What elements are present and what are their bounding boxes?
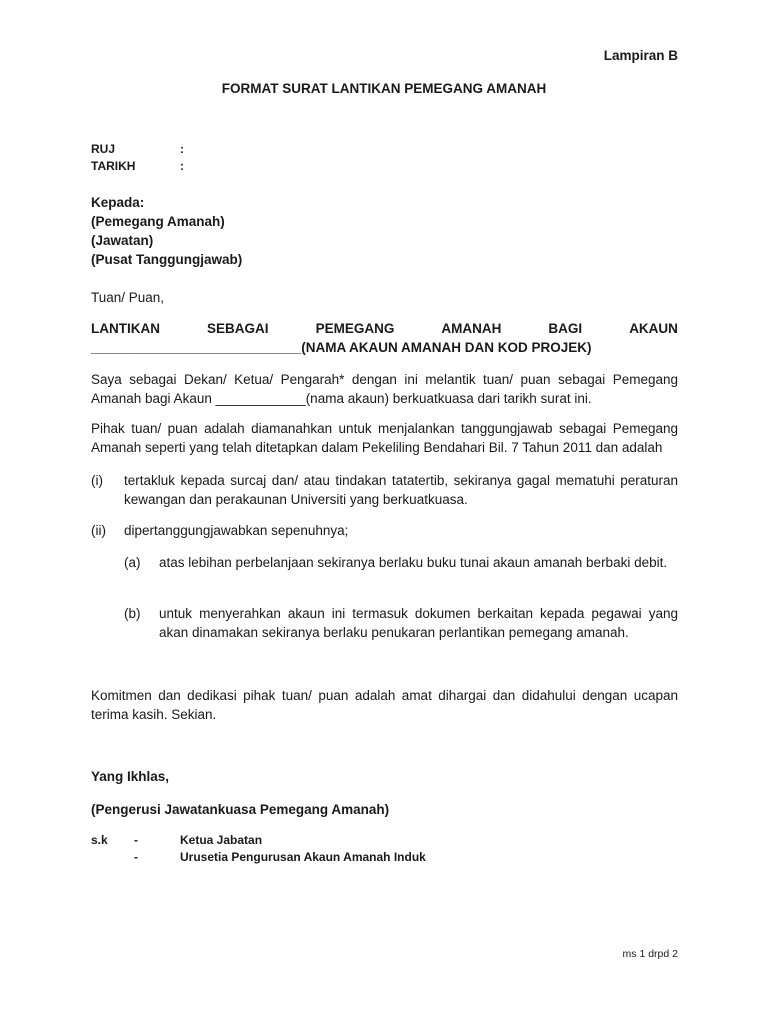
subject-blank: ____________________________ [91,340,302,355]
cc-recipient: Ketua Jabatan [180,833,263,847]
recipient-kepada: Kepada: [91,195,145,210]
paragraph-responsibility: Pihak tuan/ puan adalah diamanahkan untuk menjalankan tanggungjawab sebagai Pemegang Amanah seperti yang telah ditetapkan dalam Pekeliling Bendahari Bil. 7 Tahun 2011 dan adalah [91,421,678,455]
signoff-regards: Yang Ikhlas, [91,769,170,784]
subitem-number: (b) [124,606,141,621]
item-number: (ii) [91,523,106,538]
recipient-position: (Jawatan) [91,233,154,248]
subject-line-2 [91,338,591,357]
subject-word: LANTIKAN [91,321,160,336]
page-number: ms 1 drpd 2 [622,948,678,960]
tarikh-label: TARIKH [91,159,136,173]
item-number: (i) [91,473,103,488]
subject-word: AMANAH [441,321,502,336]
subject-rest: (NAMA AKAUN AMANAH DAN KOD PROJEK) [301,340,592,355]
subject-word: SEBAGAI [207,321,269,336]
document-title: FORMAT SURAT LANTIKAN PEMEGANG AMANAH [221,81,547,96]
closing-paragraph: Komitmen dan dedikasi pihak tuan/ puan adalah amat dihargai dan didahului dengan ucapan terima kasih. Sekian. [91,688,678,722]
subject-line-1 [91,319,678,338]
recipient-name: (Pemegang Amanah) [91,214,225,229]
subject-word: PEMEGANG [315,321,395,336]
subitem-text: untuk menyerahkan akaun ini termasuk dokumen berkaitan kepada pegawai yang akan dinamakan sekiranya berlaku penukaran perlantikan pemegang amanah. [159,606,678,640]
paragraph-appointment: Saya sebagai Dekan/ Ketua/ Pengarah* dengan ini melantik tuan/ puan sebagai Pemegang Amanah bagi Akaun ____________(nama akaun) berkuatkuasa dari tarikh surat ini. [91,372,678,406]
recipient-center: (Pusat Tanggungjawab) [91,252,243,267]
item-text: dipertanggungjawabkan sepenuhnya; [124,523,349,538]
signatory-title: (Pengerusi Jawatankuasa Pemegang Amanah) [91,802,390,817]
tarikh-colon: : [180,159,184,173]
ruj-colon: : [180,142,184,156]
item-text: tertakluk kepada surcaj dan/ atau tindakan tatatertib, sekiranya gagal mematuhi peraturan kewangan dan perakaunan Universiti yang berkuatkuasa. [124,473,678,507]
salutation: Tuan/ Puan, [91,290,165,305]
subitem-number: (a) [124,555,141,570]
cc-dash: - [134,850,138,864]
attachment-label: Lampiran B [603,48,678,63]
cc-label: s.k [91,833,108,847]
cc-dash: - [134,833,138,847]
ruj-label: RUJ [91,142,116,156]
subject-word: AKAUN [629,321,678,336]
subitem-text: atas lebihan perbelanjaan sekiranya berlaku buku tunai akaun amanah berbaki debit. [159,555,668,570]
subject-word: BAGI [548,321,583,336]
cc-recipient: Urusetia Pengurusan Akaun Amanah Induk [180,850,426,864]
